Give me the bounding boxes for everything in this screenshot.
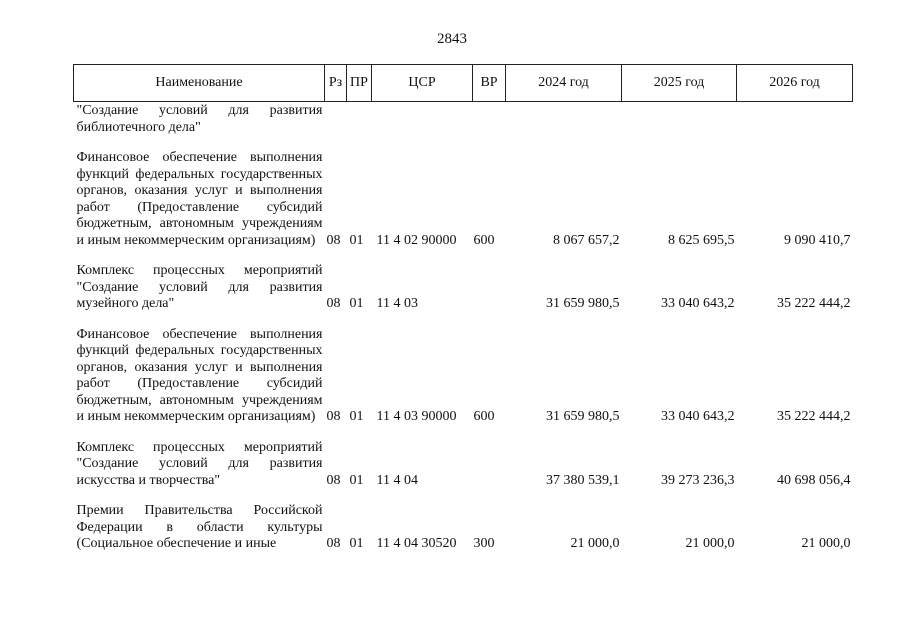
row-vr: 600 — [473, 409, 495, 424]
row-2026: 40 698 056,4 — [777, 472, 851, 488]
table-row — [74, 313, 853, 426]
header-vr: ВР — [473, 65, 506, 102]
row-csr — [372, 102, 473, 137]
row-2026: 35 222 444,2 — [777, 409, 851, 424]
row-pr: 01 — [349, 536, 364, 551]
row-csr: 11 4 03 90000 — [376, 409, 457, 424]
row-name: Финансовое обеспечение выполнения функций федеральных государственных органов, оказания услуг и выполнения работ (Предоставление субсидий бюджетным, автономным учреждениям и иным некоммерческим организациям) — [76, 150, 323, 248]
row-2025 — [622, 102, 737, 137]
row-2024: 21 000,0 — [570, 536, 620, 551]
row-rz: 08 — [326, 409, 341, 424]
row-rz — [325, 102, 347, 137]
row-2024: 31 659 980,5 — [546, 296, 620, 311]
row-2024: 8 067 657,2 — [553, 232, 620, 248]
row-csr: 11 4 03 — [376, 296, 418, 311]
row-vr — [473, 102, 506, 137]
row-vr: 300 — [473, 536, 495, 551]
table-body — [74, 102, 853, 553]
row-pr — [347, 102, 372, 137]
header-row — [74, 65, 853, 102]
header-2024: 2024 год — [506, 65, 622, 102]
row-pr: 01 — [349, 409, 364, 424]
row-csr: 11 4 02 90000 — [376, 232, 457, 248]
row-csr: 11 4 04 30520 — [376, 536, 457, 551]
row-vr — [473, 249, 506, 313]
header-2025: 2025 год — [622, 65, 737, 102]
row-2026: 21 000,0 — [801, 536, 851, 551]
row-2025: 8 625 695,5 — [668, 232, 735, 248]
row-name: Финансовое обеспечение выполнения функций федеральных государственных органов, оказания услуг и выполнения работ (Предоставление субсидий бюджетным, автономным учреждениям и иным некоммерческим организациям) — [76, 326, 323, 424]
row-2025: 33 040 643,2 — [661, 409, 735, 424]
row-name: Комплекс процессных мероприятий "Создание условий для развития музейного дела" — [76, 263, 323, 311]
row-2025: 21 000,0 — [685, 536, 735, 551]
row-rz: 08 — [326, 232, 341, 248]
row-2025: 39 273 236,3 — [661, 472, 735, 488]
table-row — [74, 136, 853, 249]
header-2026: 2026 год — [737, 65, 853, 102]
row-2026: 9 090 410,7 — [784, 232, 851, 248]
row-vr: 600 — [473, 232, 495, 248]
row-name: Комплекс процессных мероприятий "Создание условий для развития искусства и творчества" — [76, 439, 323, 488]
table-header — [74, 65, 853, 102]
row-name: "Создание условий для развития библиотечного дела" — [76, 103, 323, 135]
row-name: Премии Правительства Российской Федерации в области культуры (Социальное обеспечение и иные — [76, 503, 323, 551]
row-pr: 01 — [349, 232, 364, 248]
row-rz: 08 — [326, 472, 341, 488]
row-2026 — [737, 102, 853, 137]
row-pr: 01 — [349, 296, 364, 311]
row-rz: 08 — [326, 536, 341, 551]
row-pr: 01 — [349, 472, 364, 488]
header-csr: ЦСР — [372, 65, 473, 102]
row-2026: 35 222 444,2 — [777, 296, 851, 311]
table-row — [74, 426, 853, 490]
page-number: 2843 — [437, 31, 467, 47]
row-vr — [473, 426, 506, 490]
header-name: Наименование — [74, 65, 325, 102]
row-rz: 08 — [326, 296, 341, 311]
row-csr: 11 4 04 — [376, 472, 418, 488]
row-2024: 31 659 980,5 — [546, 409, 620, 424]
table-row — [74, 249, 853, 313]
header-pr: ПР — [347, 65, 372, 102]
budget-table — [73, 64, 853, 553]
table-row — [74, 102, 853, 137]
row-2024: 37 380 539,1 — [546, 472, 620, 488]
row-2024 — [506, 102, 622, 137]
header-rz: Рз — [325, 65, 347, 102]
row-2025: 33 040 643,2 — [661, 296, 735, 311]
table-row — [74, 489, 853, 553]
